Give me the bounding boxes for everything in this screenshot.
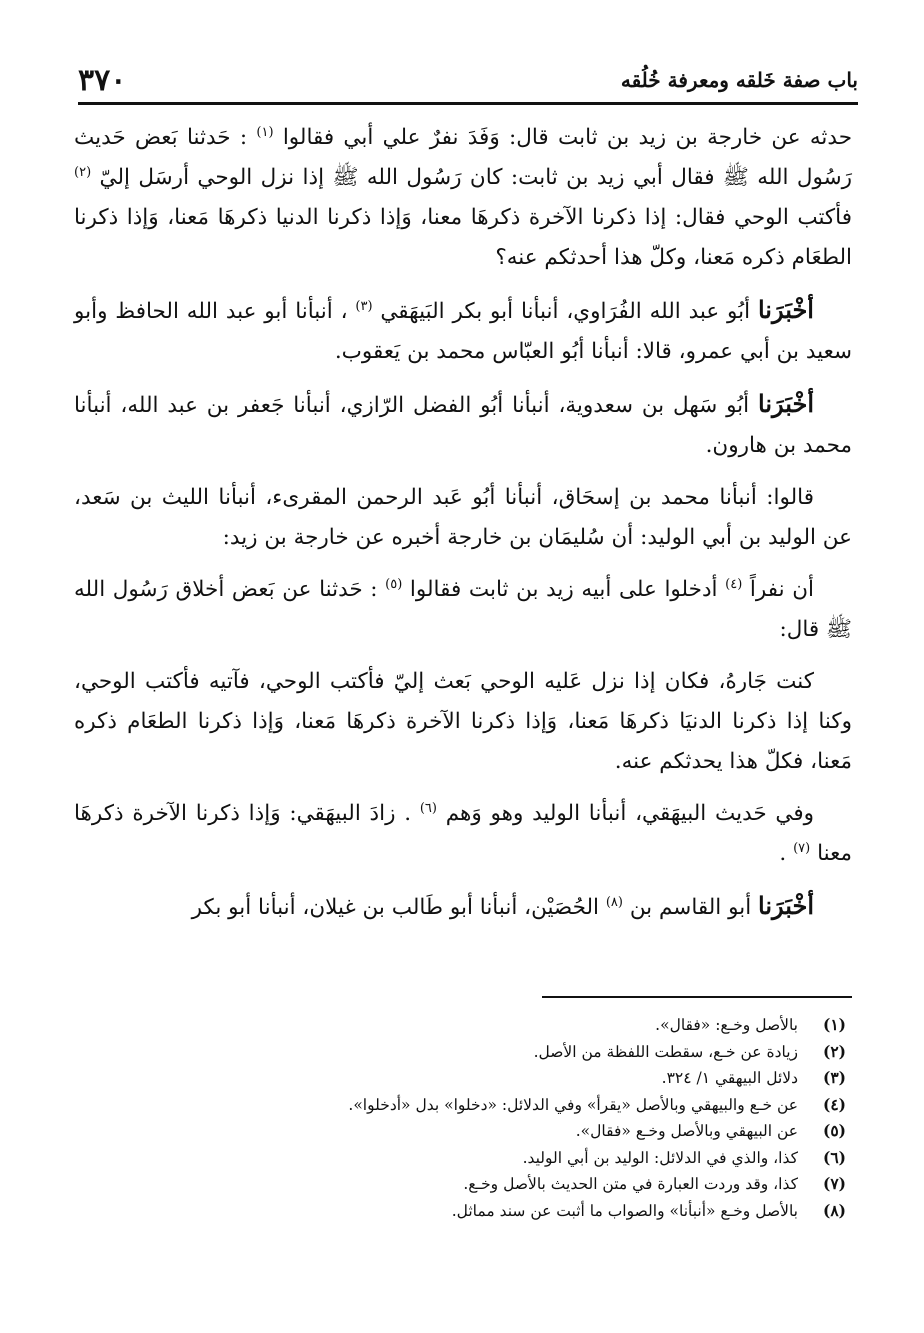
footnote-reference: (٨) bbox=[605, 894, 623, 910]
paragraph-text: كنت جَارهُ، فكان إذا نزل عَليه الوحي بَعث إليّ فأكتب الوحي، فآتيه فأكتب الوحي، وكنا إذا ذكرنا الدنيَا ذكرهَا مَعنا، وَإذا ذكرنا الآخرة ذكرهَا مَعنا، وَإذا ذكرنا الطعَام ذكره مَعنا، فكلّ هذا يحدثكم عنه. bbox=[74, 669, 852, 774]
paragraph-text: ، أنبأنا أبو عبد الله الحافظ وأبو سعيد بن أبي عمرو، قالا: أنبأنا أبُو العبّاس محمد بن يَعقوب. bbox=[74, 299, 852, 364]
chapter-title: باب صفة خَلقه ومعرفة خُلُقه bbox=[620, 68, 858, 92]
paragraph bbox=[74, 290, 852, 372]
footnote-reference: (٧) bbox=[793, 840, 811, 856]
paragraph-lead-word: أخْبَرَنا bbox=[758, 891, 814, 920]
paragraph-text: . bbox=[779, 841, 787, 866]
footnote-number: (٨) bbox=[822, 1200, 846, 1220]
footnote-number: (٦) bbox=[822, 1147, 846, 1167]
paragraph-text: أبو القاسم بن bbox=[629, 895, 752, 920]
footnote-reference: (٦) bbox=[419, 800, 437, 816]
paragraph-text: فأكتب الوحي فقال: إذا ذكرنا الآخرة ذكرهَا معنا، وَإذا ذكرنا الدنيا ذكرهَا مَعنا، وَإذا ذكرنا الطعَام ذكره مَعنا، وكلّ هذا أحدثكم عنه؟ bbox=[74, 205, 852, 270]
page-number: ٣٧٠ bbox=[78, 62, 127, 98]
footnote-text: عن البيهقي وبالأصل وخـع «فقال». bbox=[575, 1122, 798, 1140]
footnote-number: (٢) bbox=[822, 1041, 846, 1061]
paragraph-text: وفي حَديث البيهَقي، أنبأنا الوليد وهو وَهم bbox=[445, 801, 814, 826]
footnote-item bbox=[200, 1092, 846, 1119]
page-header bbox=[78, 58, 858, 105]
paragraph-lead-word: أخْبَرَنا bbox=[758, 389, 814, 418]
footnote-reference: (١) bbox=[256, 124, 274, 140]
paragraph bbox=[74, 118, 852, 278]
paragraph bbox=[74, 384, 852, 466]
paragraph-text: : حَدثنا عن بَعض أخلاق رَسُول الله ﷺ قال: bbox=[74, 577, 852, 642]
footnote-item bbox=[200, 1065, 846, 1092]
paragraph bbox=[74, 662, 852, 782]
footnote-text: بالأصل وخـع «أنبأنا» والصواب ما أثبت عن سند مماثل. bbox=[451, 1201, 798, 1220]
footnote-text: زيادة عن خـع، سقطت اللفظة من الأصل. bbox=[533, 1042, 798, 1061]
footnote-number: (٧) bbox=[822, 1174, 846, 1193]
footnote-reference: (٤) bbox=[725, 576, 743, 592]
footnote-item bbox=[200, 1118, 846, 1145]
paragraph-text: قالوا: أنبأنا محمد بن إسحَاق، أنبأنا أبُو عَبد الرحمن المقرىء، أنبأنا الليث بن سَعد، عن الوليد بن أبي الوليد: أن سُليمَان بن خارجة أخبره عن خارجة بن زيد: bbox=[74, 485, 852, 550]
footnote-item bbox=[200, 1012, 846, 1039]
footnote-text: عن خـع والبيهقي وبالأصل «يقرأ» وفي الدلائل: «دخلوا» بدل «أدخلوا». bbox=[348, 1095, 798, 1114]
footnote-item bbox=[200, 1171, 846, 1198]
footnote-item bbox=[200, 1198, 846, 1225]
paragraph-text: أدخلوا على أبيه زيد بن ثابت فقالوا bbox=[409, 577, 718, 602]
footnote-number: (١) bbox=[822, 1015, 846, 1034]
footnote-text: بالأصل وخـع: «فقال». bbox=[655, 1016, 798, 1034]
footnote-item bbox=[200, 1039, 846, 1066]
paragraph-lead-word: أخْبَرَنا bbox=[757, 295, 814, 324]
footnote-divider bbox=[542, 996, 852, 998]
paragraph bbox=[74, 794, 852, 874]
footnote-text: دلائل البيهقي ١/ ٣٢٤. bbox=[661, 1069, 798, 1087]
footnote-reference: (٣) bbox=[355, 298, 373, 314]
footnote-reference: (٢) bbox=[74, 164, 92, 180]
main-text bbox=[74, 118, 852, 940]
footnote-number: (٥) bbox=[822, 1121, 846, 1140]
paragraph bbox=[74, 886, 852, 928]
footnote-number: (٤) bbox=[822, 1094, 846, 1114]
footnote-number: (٣) bbox=[822, 1068, 846, 1087]
paragraph-text: الحُصَيْن، أنبأنا أبو طَالب بن غيلان، أنبأنا أبو بكر bbox=[191, 895, 599, 920]
paragraph-text: أن نفراً bbox=[749, 577, 814, 602]
paragraph-text: حدثه عن خارجة بن زيد بن ثابت قال: وَفَدَ نفرٌ علي أبي فقالوا bbox=[282, 125, 852, 150]
paragraph bbox=[74, 478, 852, 558]
paragraph bbox=[74, 570, 852, 650]
footnote-item bbox=[200, 1145, 846, 1172]
footnote-text: كذا، والذي في الدلائل: الوليد بن أبي الوليد. bbox=[522, 1148, 798, 1167]
footnote-text: كذا، وقد وردت العبارة في متن الحديث بالأصل وخـع. bbox=[463, 1175, 798, 1193]
paragraph-text: أبُو سَهل بن سعدوية، أنبأنا أبُو الفضل الرّازي، أنبأنا جَعفر بن عبد الله، أنبأنا محمد بن هارون. bbox=[74, 393, 852, 458]
paragraph-text: . زادَ البيهَقي: وَإذا ذكرنا الآخرة ذكرهَا معنا bbox=[74, 801, 852, 866]
footnote-reference: (٥) bbox=[385, 576, 403, 592]
paragraph-text: : حَدثنا بَعض حَديث رَسُول الله ﷺ فقال أبي زيد بن ثابت: كان رَسُول الله ﷺ إذا نزل الوحي أرسَل إليّ bbox=[74, 125, 852, 190]
footnotes-list bbox=[200, 1012, 846, 1224]
paragraph-text: أبُو عبد الله الفُرَاوي، أنبأنا أبو بكر البَيهَقي bbox=[380, 299, 751, 324]
